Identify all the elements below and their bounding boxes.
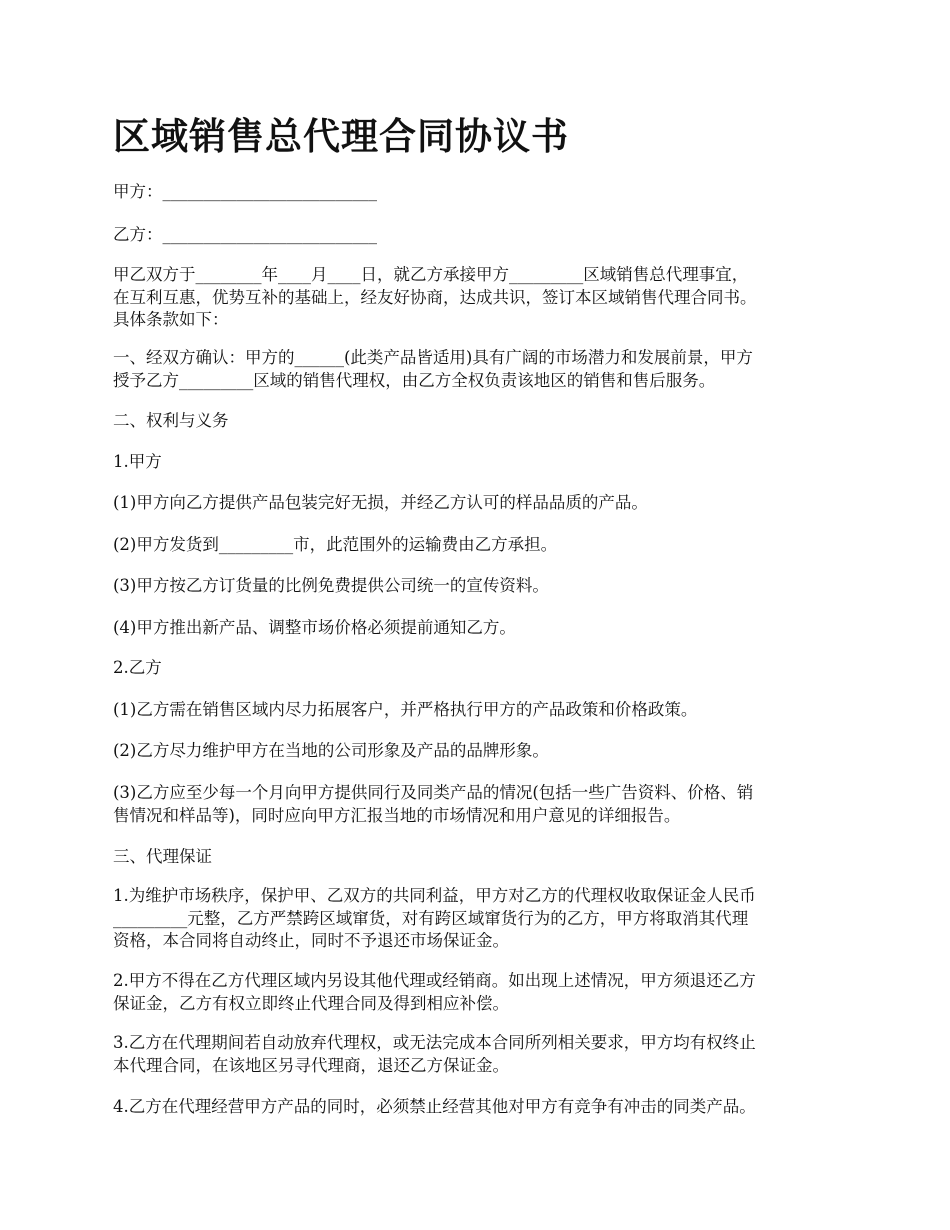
clause-1-line: 一、经双方确认：甲方的______(此类产品皆适用)具有广阔的市场潜力和发展前景，甲方 [113,348,753,367]
clause-1-paragraph [113,347,837,392]
intro-paragraph [113,264,837,332]
party-a-item: (1)甲方向乙方提供产品包装完好无损，并经乙方认可的样品品质的产品。 [113,493,648,512]
clause-1-line: 授予乙方_________区域的销售代理权，由乙方全权负责该地区的销售和售后服务。 [113,370,716,390]
guarantee-1-line: _________元整，乙方严禁跨区域窜货，对有跨区域窜货行为的乙方，甲方将取消其代理 [113,908,749,928]
party-b-item: (2)乙方尽力维护甲方在当地的公司形象及产品的品牌形象。 [113,741,549,760]
guarantee-3-line: 本代理合同，在该地区另寻代理商，退还乙方保证金。 [113,1055,509,1075]
party-a-heading: 1.甲方 [113,452,162,471]
party-b-item: (1)乙方需在销售区域内尽力拓展客户，并严格执行甲方的产品政策和价格政策。 [113,700,698,719]
party-a-item: (3)甲方按乙方订货量的比例免费提供公司统一的宣传资料。 [113,576,549,595]
guarantee-2-line: 2.甲方不得在乙方代理区域内另设其他代理或经销商。如出现上述情况，甲方须退还乙方 [113,971,756,990]
document-title: 区域销售总代理合同协议书 [113,115,569,158]
party-b-item-3-line: (3)乙方应至少每一个月向甲方提供同行及同类产品的情况(包括一些广告资料、价格、销 [113,783,754,802]
intro-line: 具体条款如下： [113,310,229,329]
party-b-heading: 2.乙方 [113,658,162,677]
guarantee-2-paragraph [113,970,837,1015]
party-a-item: (2)甲方发货到_________市，此范围外的运输费由乙方承担。 [113,535,558,554]
guarantee-1-line: 资格，本合同将自动终止，同时不予退还市场保证金。 [113,931,509,950]
intro-line: 甲乙双方于________年____月____日，就乙方承接甲方_________区域销售总代理事宜， [113,265,749,284]
section-3-heading: 三、代理保证 [113,847,212,866]
party-a-item: (4)甲方推出新产品、调整市场价格必须提前通知乙方。 [113,618,516,637]
party-b-item-3-paragraph [113,782,837,827]
guarantee-2-line: 保证金，乙方有权立即终止代理合同及得到相应补偿。 [113,993,509,1013]
intro-line: 在互利互惠，优势互补的基础上，经友好协商，达成共识，签订本区域销售代理合同书。 [113,287,757,307]
guarantee-3-line: 3.乙方在代理期间若自动放弃代理权，或无法完成本合同所列相关要求，甲方均有权终止 [113,1033,756,1052]
guarantee-3-paragraph [113,1032,837,1077]
party-b-line: 乙方：__________________________ [113,225,377,244]
party-a-line: 甲方：__________________________ [113,182,377,201]
guarantee-1-paragraph [113,885,837,953]
guarantee-1-line: 1.为维护市场秩序，保护甲、乙双方的共同利益，甲方对乙方的代理权收取保证金人民币 [113,886,756,905]
party-b-item-3-line: 售情况和样品等)，同时应向甲方汇报当地的市场情况和用户意见的详细报告。 [113,805,681,825]
section-2-heading: 二、权利与义务 [113,411,229,430]
guarantee-4-paragraph: 4.乙方在代理经营甲方产品的同时，必须禁止经营其他对甲方有竞争有冲击的同类产品。 [113,1097,756,1116]
